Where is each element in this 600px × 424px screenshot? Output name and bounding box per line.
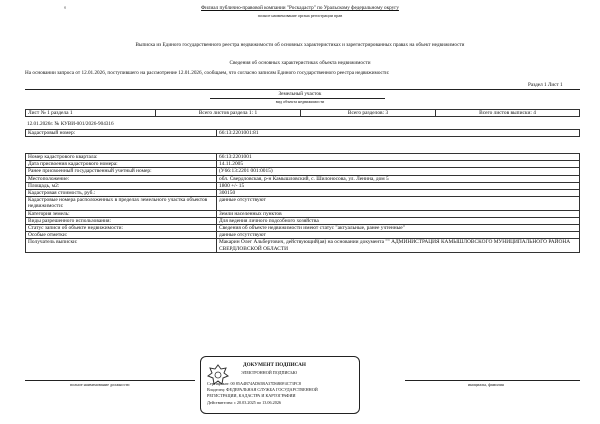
cadastral-number-table [25, 129, 580, 137]
total-sections: Всего разделов: 3 [301, 110, 436, 117]
signature-name-line [405, 380, 580, 381]
issuer-name: Филиал публично-правовой компании "Роскадастр" по Уральскому федеральному округу [201, 5, 399, 11]
table-row: Виды разрешенного использования: Для ведения личного подсобного хозяйства [26, 217, 580, 224]
date-number: 12.01.2026г. № КУВИ-001/2026-904316 [27, 121, 114, 127]
object-type-caption: вид объекта недвижимости [275, 99, 325, 104]
issuer-caption: полное наименование органа регистрации прав [257, 13, 343, 18]
table-row: Кадастровая стоимость, руб.: 300150 [26, 190, 580, 197]
table-row: Ранее присвоенный государственный учетный номер: (У66:13:2201 001:0015) [26, 168, 580, 175]
attributes-table [25, 153, 580, 253]
table-row: Кадастровые номера расположенных в пределах земельного участка объектов недвижимости: данные отсутствуют [26, 197, 580, 210]
document-title: Выписка из Единого государственного реестра недвижимости об основных характеристиках и зарегистрированных правах на объект недвижимости [135, 42, 465, 48]
rule [25, 89, 580, 90]
table-row: Категория земель: Земли населенных пунктов [26, 210, 580, 217]
table-row: Местоположение: обл. Свердловская, р-н Камышловский, с. Шилоносова, ул. Ленина, дом 5 [26, 175, 580, 182]
table-row: Получатель выписки: Макарин Олег Альбертович, действующий(ая) на основании документа "" АДМИНИСТРАЦИЯ КАМЫШЛОВСКОГО МУНИЦИПАЛЬНОГО РАЙОНА СВЕРДЛОВСКОЙ ОБЛАСТИ [26, 239, 580, 252]
top-mark: б [64, 5, 67, 10]
table-row: Статус записи об объекте недвижимости: Сведения об объекте недвижимости имеют статус "актуальные, ранее учтенные" [26, 225, 580, 232]
sheet-info-table [25, 109, 580, 117]
object-type: Земельный участок [278, 91, 322, 97]
stamp-title: ДОКУМЕНТ ПОДПИСАН [243, 362, 306, 368]
sheet-number: Лист № 1 раздела 1 [26, 110, 156, 117]
name-caption: инициалы, фамилия [468, 382, 504, 387]
stamp-certificate: Сертификат: 00 85A4B74AD65BA37D6B0F4C73FC8 [207, 381, 301, 386]
table-row: Площадь, м2: 1800 +/- 15 [26, 182, 580, 189]
cadastral-number-value: 66:13:2201001:81 [217, 130, 580, 137]
total-extract-sheets: Всего листов выписки: 4 [436, 110, 580, 117]
stamp-owner: Владелец: ФЕДЕРАЛЬНАЯ СЛУЖБА ГОСУДАРСТВЕННОЙ [207, 387, 318, 392]
section-title: Сведения об основных характеристиках объекта недвижимости [229, 60, 371, 66]
signature-position-line [25, 380, 195, 381]
section-sheet: Раздел 1 Лист 1 [528, 82, 563, 88]
cadastral-number-label: Кадастровый номер: [26, 130, 217, 137]
total-sheets-section: Всего листов раздела 1: 1 [156, 110, 301, 117]
position-caption: полное наименование должности [70, 382, 130, 387]
stamp-owner-cont: РЕГИСТРАЦИИ, КАДАСТРА И КАРТОГРАФИИ [207, 393, 296, 398]
table-row: Особые отметки: данные отсутствуют [26, 232, 580, 239]
table-row: Дата присвоения кадастрового номера: 14.11.2005 [26, 161, 580, 168]
e-signature-stamp [200, 356, 360, 414]
request-intro: На основании запроса от 12.01.2026, поступившего на рассмотрение 12.01.2026, сообщаем, что согласно записям Единого государственного реестра недвижимости: [25, 70, 390, 76]
stamp-subtitle: ЭЛЕКТРОННОЙ ПОДПИСЬЮ [241, 370, 298, 375]
stamp-validity: Действителен: с 20.03.2025 по 13.06.2026 [207, 400, 282, 405]
table-row: Номер кадастрового квартала: 66:13:2201001 [26, 154, 580, 161]
